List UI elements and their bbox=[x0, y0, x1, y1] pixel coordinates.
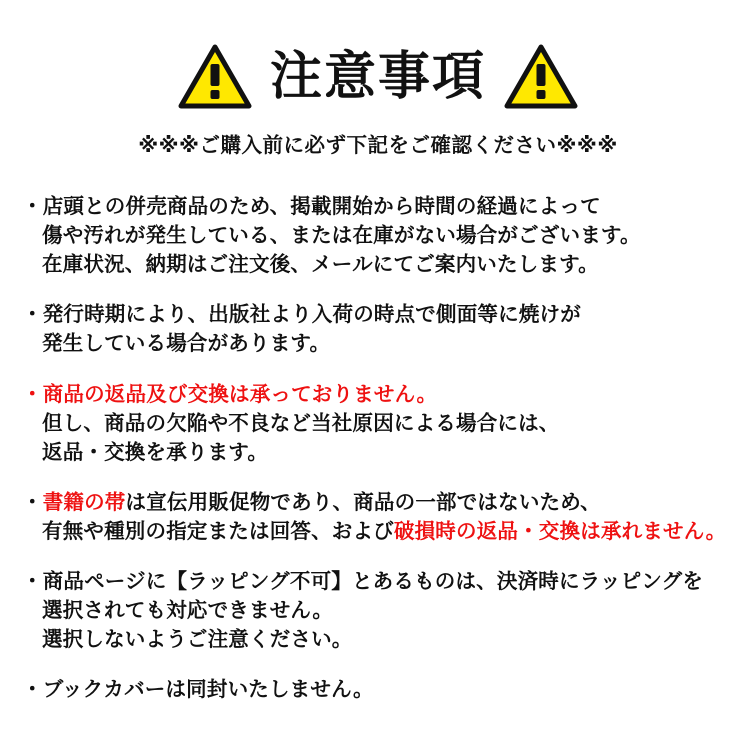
list-item bbox=[22, 380, 734, 467]
note-line: 但し、商品の欠陥や不良など当社原因による場合には、 bbox=[42, 410, 560, 435]
note-line: ・商品ページに【ラッピング不可】とあるものは、決済時にラッピングを bbox=[22, 569, 704, 594]
page-title: 注意事項 bbox=[269, 47, 486, 107]
note-line: 返品・交換を承ります。 bbox=[42, 439, 269, 464]
note-line: 在庫状況、納期はご注文後、メールにてご案内いたします。 bbox=[42, 252, 599, 277]
note-line bbox=[22, 517, 734, 546]
note-segment: 有無や種別の指定または回答、および bbox=[42, 518, 394, 543]
warning-triangle-icon bbox=[178, 44, 252, 110]
note-line: 発生している場合があります。 bbox=[42, 331, 331, 356]
note-line: ・ブックカバーは同封いたしません。 bbox=[22, 677, 374, 702]
note-line-highlight: ・商品の返品及び交換は承っておりません。 bbox=[22, 381, 438, 406]
notice-subtitle: ※※※ご購入前に必ず下記をご確認ください※※※ bbox=[138, 133, 618, 157]
list-item bbox=[22, 300, 734, 358]
list-item bbox=[22, 192, 734, 279]
note-segment-highlight: 書籍の帯 bbox=[42, 489, 126, 514]
warning-triangle-icon bbox=[504, 44, 578, 110]
list-item bbox=[22, 488, 734, 546]
note-line: ・店頭との併売商品のため、掲載開始から時間の経過によって bbox=[22, 194, 601, 218]
list-item bbox=[22, 567, 734, 654]
note-line: 選択されても対応できません。 bbox=[42, 598, 334, 623]
note-line bbox=[22, 488, 734, 517]
note-line: 選択しないようご注意ください。 bbox=[42, 627, 353, 652]
note-segment: は宣伝用販促物であり、商品の一部ではないため、 bbox=[125, 489, 601, 514]
note-segment-highlight: 破損時の返品・交換は承れません。 bbox=[393, 518, 727, 543]
bullet-icon: ・ bbox=[22, 489, 43, 514]
note-line: 傷や汚れが発生している、または在庫がない場合がございます。 bbox=[42, 223, 641, 248]
notice-header bbox=[0, 0, 756, 110]
notice-list bbox=[0, 192, 756, 705]
note-line: ・発行時期により、出版社より入荷の時点で側面等に焼けが bbox=[22, 302, 581, 327]
list-item bbox=[22, 675, 734, 704]
